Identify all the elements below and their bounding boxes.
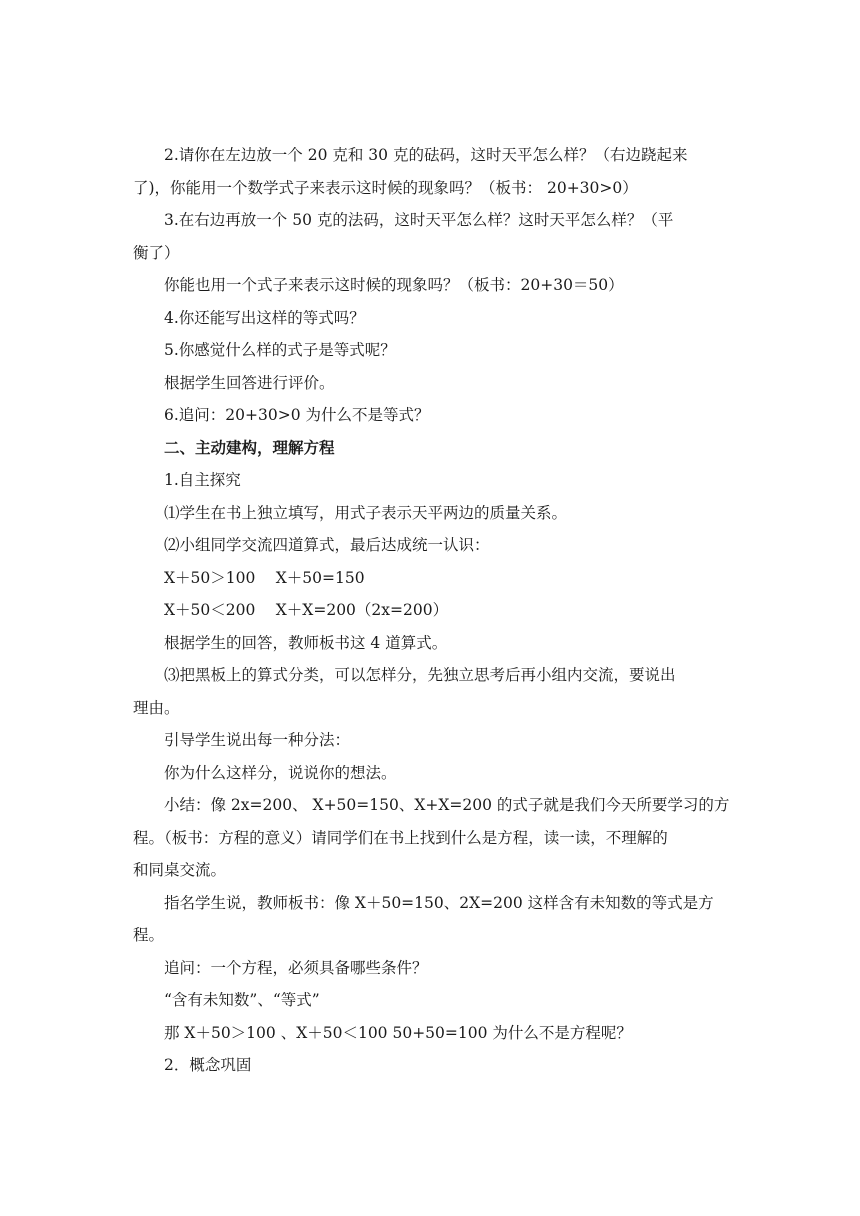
paragraph-9: 1.自主探究 bbox=[164, 471, 241, 489]
equation-line-2: X＋50＜200 X＋X=200（2x=200） bbox=[164, 601, 449, 619]
paragraph-line-continued: 程。（板书：方程的意义）请同学们在书上找到什么是方程，读一读，不理解的 bbox=[133, 828, 668, 847]
paragraph-17: 你为什么这样分，说说你的想法。 bbox=[164, 763, 397, 782]
paragraph-22: 那 X＋50＞100 、X＋50＜100 50+50=100 为什么不是方程呢？ bbox=[164, 1023, 632, 1042]
paragraph-line-continued: 程。 bbox=[133, 926, 165, 944]
paragraph-line-continued: 理由。 bbox=[133, 698, 180, 717]
paragraph-5: 5.你感觉什么样的式子是等式呢？ bbox=[164, 341, 396, 359]
equation-line-1: X＋50＞100 X＋50=150 bbox=[164, 568, 365, 587]
paragraph-11: ⑵小组同学交流四道算式，最后达成统一认识： bbox=[164, 536, 490, 554]
paragraph-6: 根据学生回答进行评价。 bbox=[164, 373, 335, 392]
paragraph-line-continued: 和同桌交流。 bbox=[133, 861, 227, 879]
paragraph-line: ⑶把黑板上的算式分类，可以怎样分，先独立思考后再小组内交流，要说出 bbox=[164, 666, 676, 684]
paragraph-23: 2．概念巩固 bbox=[164, 1056, 252, 1074]
paragraph-14: 根据学生的回答，教师板书这 4 道算式。 bbox=[164, 633, 448, 652]
paragraph-16: 引导学生说出每一种分法： bbox=[164, 731, 351, 749]
paragraph-line: 2.请你在左边放一个 20 克和 30 克的砝码，这时天平怎么样？（右边跷起来 bbox=[164, 146, 688, 164]
paragraph-3: 你能也用一个式子来表示这时候的现象吗？（板书：20+30＝50） bbox=[164, 276, 624, 294]
paragraph-line: 指名学生说，教师板书：像 X＋50=150、2X=200 这样含有未知数的等式是方 bbox=[164, 893, 714, 912]
paragraph-21: “含有未知数”、“等式” bbox=[164, 991, 320, 1009]
paragraph-7: 6.追问：20+30>0 为什么不是等式？ bbox=[164, 406, 430, 424]
document-body bbox=[133, 139, 744, 1082]
paragraph-line-continued: 了)，你能用一个数学式子来表示这时候的现象吗？（板书： 20+30>0） bbox=[133, 178, 638, 197]
section-heading: 二、主动建构，理解方程 bbox=[164, 437, 335, 457]
paragraph-15 bbox=[133, 659, 744, 724]
paragraph-line: 3.在右边再放一个 50 克的法码，这时天平怎么样？这时天平怎么样？（平 bbox=[164, 211, 674, 229]
paragraph-1 bbox=[133, 139, 744, 204]
paragraph-2 bbox=[133, 204, 744, 269]
paragraph-18 bbox=[133, 789, 744, 887]
paragraph-line-continued: 衡了） bbox=[133, 243, 180, 262]
paragraph-19 bbox=[133, 887, 744, 952]
paragraph-10: ⑴学生在书上独立填写，用式子表示天平两边的质量关系。 bbox=[164, 503, 568, 522]
paragraph-line: 小结：像 2x=200、 X+50=150、X+X=200 的式子就是我们今天所要学习的方 bbox=[164, 796, 730, 814]
paragraph-20: 追问：一个方程，必须具备哪些条件？ bbox=[164, 958, 428, 977]
paragraph-4: 4.你还能写出这样的等式吗？ bbox=[164, 308, 365, 327]
